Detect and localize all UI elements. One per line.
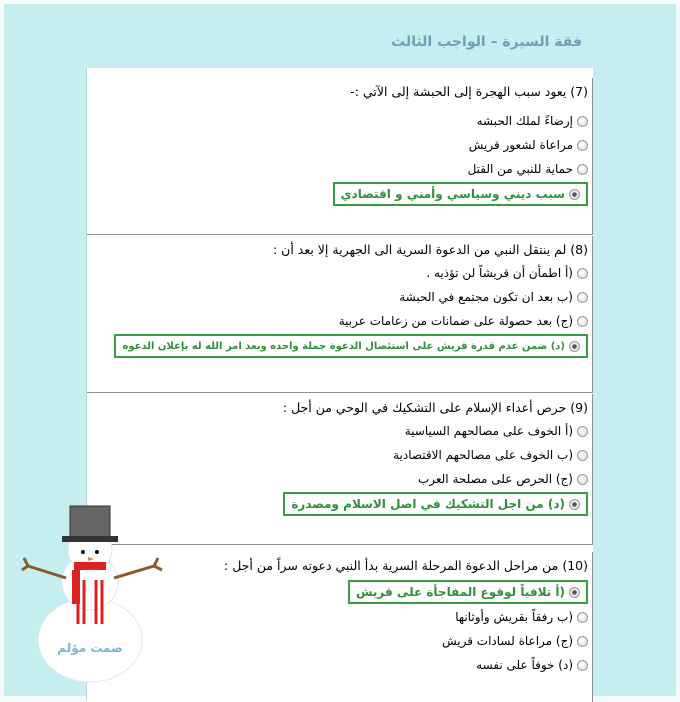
question-8 [87,236,593,393]
option-label: (ج) بعد حصولة على ضمانات من زعامات عربية [338,314,573,328]
radio-button[interactable] [577,426,588,437]
question-title: (9) حرص أعداء الإسلام على التشكيك في الوحي من أجل : [282,400,588,415]
answer-option[interactable] [399,286,588,308]
answer-option[interactable] [468,158,588,180]
option-label: (أ تلافياً لوقوع المفاجأة على قريش [355,585,565,599]
radio-button[interactable] [577,316,588,327]
radio-button[interactable] [577,292,588,303]
answer-option-selected[interactable] [348,580,588,604]
option-label: (ب الخوف على مصالحهم الاقتصادية [393,448,573,462]
answer-option[interactable] [405,420,588,442]
radio-button[interactable] [577,474,588,485]
answer-option[interactable] [442,630,588,652]
radio-button-checked[interactable] [569,587,580,598]
radio-button[interactable] [577,268,588,279]
radio-button-checked[interactable] [569,499,580,510]
option-label: سبب ديني وسياسي وأمني و اقتصادي [340,187,565,201]
option-label: (أ اطمأن أن قريشاً لن تؤذيه . [426,266,573,280]
answer-option[interactable] [455,606,588,628]
option-label: حماية للنبي من القتل [467,162,573,176]
answer-option[interactable] [393,444,588,466]
snowman-decoration [18,500,168,690]
option-label: مراعاة لشعور قريش [468,138,573,152]
snowman-caption: صمت مؤلم [57,641,123,655]
answer-option-selected[interactable] [283,492,588,516]
option-label: (ب بعد ان تكون مجتمع في الحبشة [399,290,573,304]
radio-button[interactable] [577,612,588,623]
answer-option[interactable] [339,310,588,332]
radio-button[interactable] [577,164,588,175]
answer-option-selected[interactable] [114,334,588,358]
option-label: (د) ضمن عدم قدرة قريش على استئصال الدعوة جملة واحده وبعد امر الله له بإعلان الدعوه [122,340,565,352]
question-title: (7) يعود سبب الهجرة إلى الحبشة إلى الآتي :- [350,84,588,99]
option-label: (د) خوفاً على نفسه [476,658,573,672]
option-label: إرضاءً لملك الحبشه [476,114,573,128]
radio-button[interactable] [577,450,588,461]
radio-button-checked[interactable] [569,189,580,200]
answer-option[interactable] [469,134,588,156]
question-7 [87,78,593,235]
option-label: (ج) مراعاة لسادات قريش [441,634,573,648]
radio-button[interactable] [577,116,588,127]
answer-option[interactable] [477,110,588,132]
option-label: (د) من اجل التشكيك في اصل الاسلام ومصدرة [291,497,565,511]
radio-button[interactable] [577,636,588,647]
page-title: فقة السيرة – الواجب الثالث [391,34,582,50]
answer-option-selected[interactable] [333,182,588,206]
question-title: (10) من مراحل الدعوة المرحلة السرية بدأ النبي دعوته سراً من أجل : [224,558,588,573]
answer-option[interactable] [418,468,588,490]
answer-option[interactable] [476,654,588,676]
option-label: (أ الخوف على مصالحهم السياسية [404,424,573,438]
radio-button-checked[interactable] [569,341,580,352]
radio-button[interactable] [577,660,588,671]
question-title: (8) لم ينتقل النبي من الدعوة السرية الى الجهرية إلا بعد أن : [272,242,588,257]
option-label: (ج) الحرص على مصلحة العرب [417,472,573,486]
answer-option[interactable] [426,262,588,284]
radio-button[interactable] [577,140,588,151]
option-label: (ب رفقاً بقريش وأوثانها [455,610,573,624]
